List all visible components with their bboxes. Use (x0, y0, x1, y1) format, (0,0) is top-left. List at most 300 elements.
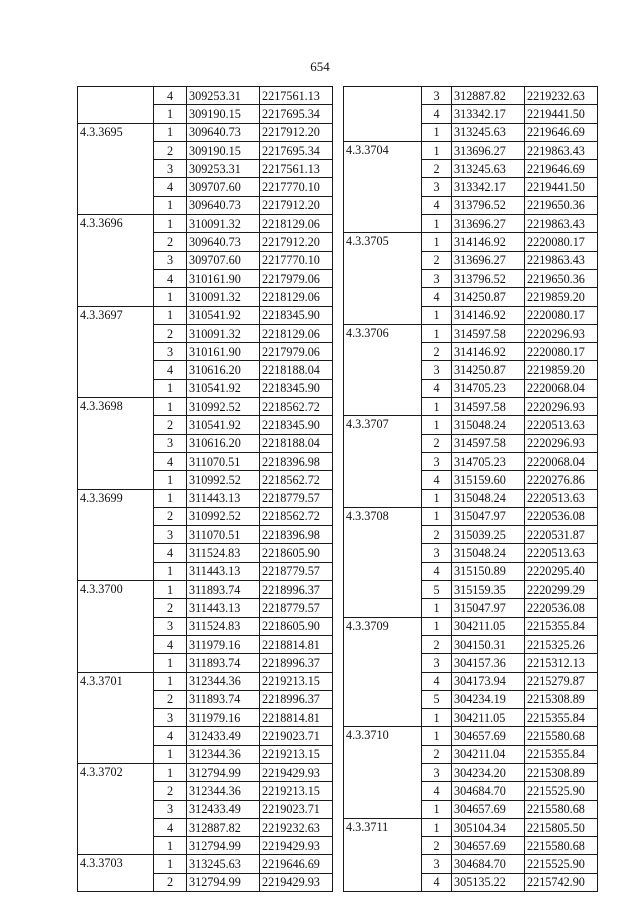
y-coordinate: 2218129.06 (260, 288, 333, 306)
point-number: 1 (422, 818, 452, 836)
point-number: 1 (422, 233, 452, 251)
y-coordinate: 2218996.37 (260, 690, 333, 708)
x-coordinate: 304684.70 (452, 782, 525, 800)
y-coordinate: 2219213.15 (260, 672, 333, 690)
x-coordinate: 310616.20 (187, 361, 260, 379)
y-coordinate: 2217912.20 (260, 233, 333, 251)
y-coordinate: 2217561.13 (260, 160, 333, 178)
point-number: 1 (422, 507, 452, 525)
point-number: 1 (422, 617, 452, 635)
parcel-id: 4.3.3700 (78, 581, 154, 672)
x-coordinate: 314146.92 (452, 343, 525, 361)
y-coordinate: 2218605.90 (260, 617, 333, 635)
y-coordinate: 2218562.72 (260, 471, 333, 489)
table-row (78, 763, 333, 781)
x-coordinate: 304173.94 (452, 672, 525, 690)
parcel-id: 4.3.3699 (78, 489, 154, 580)
table-row (78, 581, 333, 599)
x-coordinate: 309253.31 (187, 160, 260, 178)
parcel-id: 4.3.3703 (78, 855, 154, 892)
point-number: 3 (422, 178, 452, 196)
x-coordinate: 314597.58 (452, 434, 525, 452)
x-coordinate: 314250.87 (452, 288, 525, 306)
x-coordinate: 304657.69 (452, 837, 525, 855)
table-row (344, 416, 598, 434)
y-coordinate: 2218814.81 (260, 635, 333, 653)
x-coordinate: 304657.69 (452, 727, 525, 745)
point-number: 2 (422, 434, 452, 452)
point-number: 5 (422, 690, 452, 708)
point-number: 3 (422, 763, 452, 781)
y-coordinate: 2217695.34 (260, 141, 333, 159)
point-number: 4 (422, 105, 452, 123)
point-number: 2 (154, 233, 187, 251)
x-coordinate: 310091.32 (187, 288, 260, 306)
x-coordinate: 310161.90 (187, 269, 260, 287)
point-number: 2 (154, 324, 187, 342)
y-coordinate: 2219232.63 (525, 87, 598, 105)
table-row (78, 123, 333, 141)
point-number: 2 (422, 343, 452, 361)
y-coordinate: 2220276.86 (525, 471, 598, 489)
table-row (78, 215, 333, 233)
x-coordinate: 314705.23 (452, 452, 525, 470)
y-coordinate: 2219023.71 (260, 800, 333, 818)
y-coordinate: 2220513.63 (525, 544, 598, 562)
point-number: 1 (154, 763, 187, 781)
y-coordinate: 2220296.93 (525, 434, 598, 452)
y-coordinate: 2220068.04 (525, 452, 598, 470)
x-coordinate: 312887.82 (452, 87, 525, 105)
table-row (78, 306, 333, 324)
x-coordinate: 304150.31 (452, 635, 525, 653)
x-coordinate: 313696.27 (452, 215, 525, 233)
x-coordinate: 309707.60 (187, 178, 260, 196)
y-coordinate: 2218779.57 (260, 599, 333, 617)
point-number: 2 (154, 873, 187, 891)
point-number: 4 (154, 269, 187, 287)
point-number: 2 (154, 141, 187, 159)
point-number: 2 (422, 526, 452, 544)
point-number: 4 (422, 288, 452, 306)
x-coordinate: 310541.92 (187, 306, 260, 324)
y-coordinate: 2215580.68 (525, 837, 598, 855)
point-number: 1 (422, 416, 452, 434)
left-coordinate-table (77, 86, 333, 892)
y-coordinate: 2215580.68 (525, 727, 598, 745)
y-coordinate: 2218345.90 (260, 416, 333, 434)
y-coordinate: 2218562.72 (260, 398, 333, 416)
x-coordinate: 313245.63 (187, 855, 260, 873)
x-coordinate: 304211.04 (452, 745, 525, 763)
point-number: 4 (422, 672, 452, 690)
y-coordinate: 2219859.20 (525, 361, 598, 379)
x-coordinate: 305104.34 (452, 818, 525, 836)
y-coordinate: 2217561.13 (260, 87, 333, 105)
table-row (78, 87, 333, 105)
x-coordinate: 313342.17 (452, 105, 525, 123)
point-number: 2 (154, 416, 187, 434)
x-coordinate: 311893.74 (187, 654, 260, 672)
y-coordinate: 2218605.90 (260, 544, 333, 562)
point-number: 4 (422, 873, 452, 891)
y-coordinate: 2219863.43 (525, 215, 598, 233)
y-coordinate: 2220068.04 (525, 379, 598, 397)
y-coordinate: 2218996.37 (260, 654, 333, 672)
point-number: 2 (154, 507, 187, 525)
point-number: 3 (422, 361, 452, 379)
x-coordinate: 309640.73 (187, 196, 260, 214)
x-coordinate: 304234.19 (452, 690, 525, 708)
y-coordinate: 2215742.90 (525, 873, 598, 891)
point-number: 1 (154, 855, 187, 873)
y-coordinate: 2218779.57 (260, 562, 333, 580)
y-coordinate: 2215355.84 (525, 745, 598, 763)
table-row (78, 489, 333, 507)
x-coordinate: 311443.13 (187, 599, 260, 617)
table-row (344, 141, 598, 159)
y-coordinate: 2220536.08 (525, 507, 598, 525)
point-number: 4 (422, 379, 452, 397)
point-number: 1 (422, 489, 452, 507)
y-coordinate: 2215308.89 (525, 690, 598, 708)
y-coordinate: 2220536.08 (525, 599, 598, 617)
point-number: 3 (422, 855, 452, 873)
right-coordinate-table (343, 86, 598, 892)
y-coordinate: 2217770.10 (260, 178, 333, 196)
x-coordinate: 311443.13 (187, 489, 260, 507)
parcel-id (344, 87, 422, 142)
x-coordinate: 309640.73 (187, 123, 260, 141)
table-row (78, 855, 333, 873)
x-coordinate: 313245.63 (452, 123, 525, 141)
y-coordinate: 2215325.26 (525, 635, 598, 653)
x-coordinate: 311979.16 (187, 635, 260, 653)
point-number: 2 (422, 635, 452, 653)
x-coordinate: 310091.32 (187, 324, 260, 342)
y-coordinate: 2215279.87 (525, 672, 598, 690)
point-number: 1 (154, 215, 187, 233)
y-coordinate: 2219646.69 (525, 160, 598, 178)
x-coordinate: 304684.70 (452, 855, 525, 873)
x-coordinate: 310616.20 (187, 434, 260, 452)
point-number: 4 (422, 196, 452, 214)
y-coordinate: 2218188.04 (260, 434, 333, 452)
table-row (344, 324, 598, 342)
x-coordinate: 315048.24 (452, 489, 525, 507)
x-coordinate: 315048.24 (452, 416, 525, 434)
point-number: 1 (154, 471, 187, 489)
y-coordinate: 2220296.93 (525, 324, 598, 342)
y-coordinate: 2217979.06 (260, 343, 333, 361)
y-coordinate: 2219429.93 (260, 873, 333, 891)
table-row (78, 672, 333, 690)
y-coordinate: 2217912.20 (260, 196, 333, 214)
y-coordinate: 2215525.90 (525, 855, 598, 873)
point-number: 3 (154, 526, 187, 544)
table-row (78, 398, 333, 416)
point-number: 1 (422, 709, 452, 727)
point-number: 4 (154, 635, 187, 653)
y-coordinate: 2218996.37 (260, 581, 333, 599)
x-coordinate: 315047.97 (452, 599, 525, 617)
parcel-id: 4.3.3704 (344, 141, 422, 232)
y-coordinate: 2219232.63 (260, 818, 333, 836)
x-coordinate: 312887.82 (187, 818, 260, 836)
x-coordinate: 314250.87 (452, 361, 525, 379)
y-coordinate: 2218129.06 (260, 215, 333, 233)
point-number: 3 (422, 654, 452, 672)
parcel-id: 4.3.3705 (344, 233, 422, 324)
x-coordinate: 312344.36 (187, 782, 260, 800)
x-coordinate: 315047.97 (452, 507, 525, 525)
x-coordinate: 310541.92 (187, 416, 260, 434)
x-coordinate: 312433.49 (187, 727, 260, 745)
point-number: 1 (154, 288, 187, 306)
x-coordinate: 311524.83 (187, 544, 260, 562)
y-coordinate: 2215355.84 (525, 709, 598, 727)
y-coordinate: 2219650.36 (525, 196, 598, 214)
y-coordinate: 2218396.98 (260, 452, 333, 470)
table-row (344, 233, 598, 251)
x-coordinate: 313796.52 (452, 269, 525, 287)
y-coordinate: 2220295.40 (525, 562, 598, 580)
point-number: 3 (154, 617, 187, 635)
parcel-id: 4.3.3706 (344, 324, 422, 415)
x-coordinate: 312794.99 (187, 763, 260, 781)
x-coordinate: 304157.36 (452, 654, 525, 672)
x-coordinate: 305135.22 (452, 873, 525, 891)
x-coordinate: 312794.99 (187, 873, 260, 891)
x-coordinate: 313342.17 (452, 178, 525, 196)
x-coordinate: 309190.15 (187, 105, 260, 123)
point-number: 5 (422, 581, 452, 599)
y-coordinate: 2218188.04 (260, 361, 333, 379)
y-coordinate: 2220513.63 (525, 489, 598, 507)
x-coordinate: 309640.73 (187, 233, 260, 251)
y-coordinate: 2218129.06 (260, 324, 333, 342)
y-coordinate: 2218562.72 (260, 507, 333, 525)
y-coordinate: 2219863.43 (525, 141, 598, 159)
point-number: 4 (154, 452, 187, 470)
x-coordinate: 304234.20 (452, 763, 525, 781)
x-coordinate: 312344.36 (187, 745, 260, 763)
parcel-id: 4.3.3702 (78, 763, 154, 854)
x-coordinate: 310992.52 (187, 398, 260, 416)
point-number: 1 (422, 123, 452, 141)
x-coordinate: 311070.51 (187, 452, 260, 470)
y-coordinate: 2215355.84 (525, 617, 598, 635)
x-coordinate: 304211.05 (452, 709, 525, 727)
x-coordinate: 310992.52 (187, 507, 260, 525)
point-number: 1 (154, 654, 187, 672)
point-number: 1 (422, 215, 452, 233)
point-number: 1 (154, 196, 187, 214)
x-coordinate: 315150.89 (452, 562, 525, 580)
point-number: 1 (154, 837, 187, 855)
point-number: 1 (422, 306, 452, 324)
y-coordinate: 2220080.17 (525, 233, 598, 251)
point-number: 2 (422, 745, 452, 763)
y-coordinate: 2219650.36 (525, 269, 598, 287)
x-coordinate: 314146.92 (452, 306, 525, 324)
point-number: 1 (154, 379, 187, 397)
point-number: 3 (154, 343, 187, 361)
y-coordinate: 2220513.63 (525, 416, 598, 434)
point-number: 1 (422, 141, 452, 159)
x-coordinate: 304211.05 (452, 617, 525, 635)
x-coordinate: 315159.35 (452, 581, 525, 599)
parcel-id: 4.3.3708 (344, 507, 422, 617)
point-number: 1 (154, 123, 187, 141)
y-coordinate: 2218345.90 (260, 306, 333, 324)
point-number: 4 (422, 782, 452, 800)
point-number: 4 (154, 727, 187, 745)
point-number: 4 (154, 87, 187, 105)
y-coordinate: 2217979.06 (260, 269, 333, 287)
parcel-id: 4.3.3701 (78, 672, 154, 763)
point-number: 3 (154, 251, 187, 269)
point-number: 3 (154, 160, 187, 178)
y-coordinate: 2219441.50 (525, 178, 598, 196)
y-coordinate: 2220531.87 (525, 526, 598, 544)
y-coordinate: 2217912.20 (260, 123, 333, 141)
y-coordinate: 2217770.10 (260, 251, 333, 269)
point-number: 3 (422, 87, 452, 105)
y-coordinate: 2219441.50 (525, 105, 598, 123)
x-coordinate: 309253.31 (187, 87, 260, 105)
point-number: 3 (422, 544, 452, 562)
y-coordinate: 2218345.90 (260, 379, 333, 397)
point-number: 4 (422, 562, 452, 580)
x-coordinate: 311893.74 (187, 581, 260, 599)
point-number: 1 (422, 324, 452, 342)
point-number: 1 (422, 398, 452, 416)
x-coordinate: 314597.58 (452, 398, 525, 416)
parcel-id (78, 87, 154, 124)
point-number: 1 (154, 105, 187, 123)
x-coordinate: 315039.25 (452, 526, 525, 544)
point-number: 2 (422, 251, 452, 269)
point-number: 4 (154, 178, 187, 196)
table-row (344, 87, 598, 105)
y-coordinate: 2215805.50 (525, 818, 598, 836)
x-coordinate: 311524.83 (187, 617, 260, 635)
x-coordinate: 310541.92 (187, 379, 260, 397)
y-coordinate: 2219429.93 (260, 763, 333, 781)
point-number: 1 (154, 306, 187, 324)
point-number: 4 (422, 471, 452, 489)
y-coordinate: 2219023.71 (260, 727, 333, 745)
x-coordinate: 309190.15 (187, 141, 260, 159)
x-coordinate: 312794.99 (187, 837, 260, 855)
y-coordinate: 2219213.15 (260, 745, 333, 763)
point-number: 3 (154, 800, 187, 818)
y-coordinate: 2218396.98 (260, 526, 333, 544)
y-coordinate: 2215308.89 (525, 763, 598, 781)
x-coordinate: 313245.63 (452, 160, 525, 178)
x-coordinate: 310161.90 (187, 343, 260, 361)
x-coordinate: 313796.52 (452, 196, 525, 214)
x-coordinate: 311070.51 (187, 526, 260, 544)
point-number: 1 (154, 489, 187, 507)
x-coordinate: 314597.58 (452, 324, 525, 342)
y-coordinate: 2219646.69 (260, 855, 333, 873)
parcel-id: 4.3.3709 (344, 617, 422, 727)
point-number: 3 (422, 452, 452, 470)
point-number: 1 (422, 599, 452, 617)
point-number: 3 (154, 709, 187, 727)
x-coordinate: 314146.92 (452, 233, 525, 251)
y-coordinate: 2217695.34 (260, 105, 333, 123)
y-coordinate: 2220080.17 (525, 306, 598, 324)
parcel-id: 4.3.3697 (78, 306, 154, 397)
y-coordinate: 2219863.43 (525, 251, 598, 269)
point-number: 1 (154, 745, 187, 763)
y-coordinate: 2220296.93 (525, 398, 598, 416)
y-coordinate: 2220299.29 (525, 581, 598, 599)
y-coordinate: 2219429.93 (260, 837, 333, 855)
y-coordinate: 2219213.15 (260, 782, 333, 800)
x-coordinate: 314705.23 (452, 379, 525, 397)
y-coordinate: 2215580.68 (525, 800, 598, 818)
point-number: 1 (154, 581, 187, 599)
point-number: 2 (422, 160, 452, 178)
x-coordinate: 312344.36 (187, 672, 260, 690)
table-row (344, 818, 598, 836)
point-number: 1 (154, 562, 187, 580)
x-coordinate: 315048.24 (452, 544, 525, 562)
y-coordinate: 2218814.81 (260, 709, 333, 727)
x-coordinate: 310091.32 (187, 215, 260, 233)
x-coordinate: 304657.69 (452, 800, 525, 818)
point-number: 1 (154, 398, 187, 416)
parcel-id: 4.3.3710 (344, 727, 422, 818)
table-row (344, 507, 598, 525)
y-coordinate: 2220080.17 (525, 343, 598, 361)
point-number: 4 (154, 544, 187, 562)
page-number: 654 (310, 59, 330, 74)
x-coordinate: 313696.27 (452, 141, 525, 159)
parcel-id: 4.3.3695 (78, 123, 154, 214)
parcel-id: 4.3.3711 (344, 818, 422, 891)
y-coordinate: 2219859.20 (525, 288, 598, 306)
x-coordinate: 312433.49 (187, 800, 260, 818)
x-coordinate: 311443.13 (187, 562, 260, 580)
point-number: 3 (422, 269, 452, 287)
parcel-id: 4.3.3698 (78, 398, 154, 489)
point-number: 2 (422, 837, 452, 855)
x-coordinate: 311893.74 (187, 690, 260, 708)
x-coordinate: 311979.16 (187, 709, 260, 727)
point-number: 1 (154, 672, 187, 690)
point-number: 1 (422, 800, 452, 818)
point-number: 1 (422, 727, 452, 745)
point-number: 4 (154, 818, 187, 836)
point-number: 3 (154, 434, 187, 452)
x-coordinate: 313696.27 (452, 251, 525, 269)
parcel-id: 4.3.3707 (344, 416, 422, 507)
point-number: 2 (154, 599, 187, 617)
parcel-id: 4.3.3696 (78, 215, 154, 306)
point-number: 2 (154, 690, 187, 708)
x-coordinate: 315159.60 (452, 471, 525, 489)
y-coordinate: 2219646.69 (525, 123, 598, 141)
y-coordinate: 2215312.13 (525, 654, 598, 672)
x-coordinate: 309707.60 (187, 251, 260, 269)
point-number: 4 (154, 361, 187, 379)
y-coordinate: 2218779.57 (260, 489, 333, 507)
